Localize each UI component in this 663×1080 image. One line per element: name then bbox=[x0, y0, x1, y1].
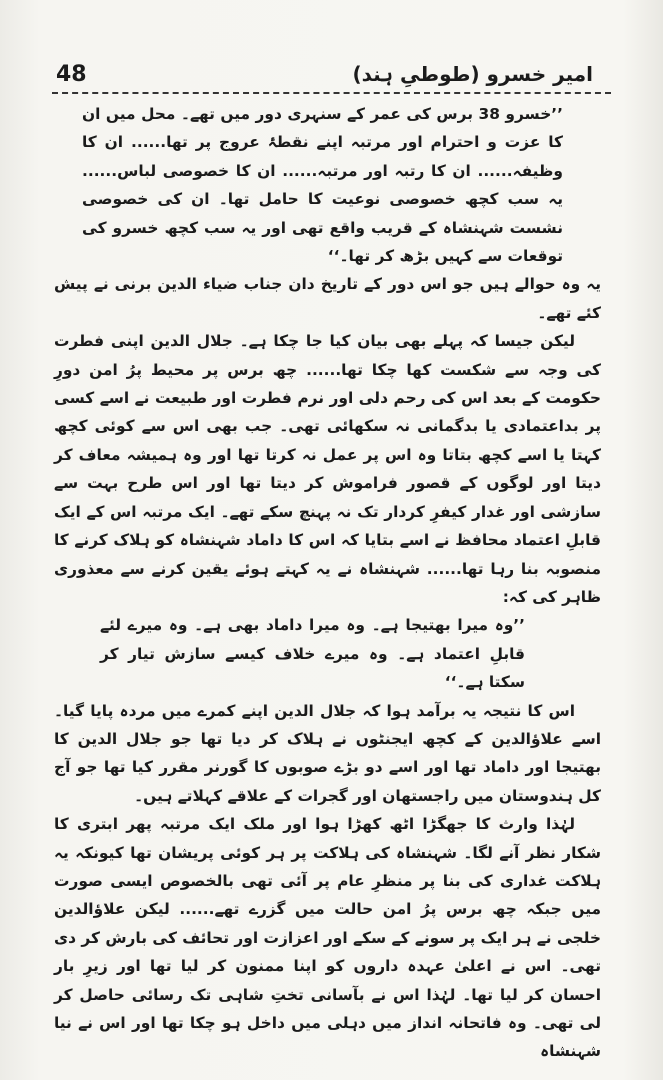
running-title: امیر خسرو (طوطیِ ہند) bbox=[352, 62, 593, 86]
page-header bbox=[52, 60, 593, 94]
paragraph: یہ وہ حوالے ہیں جو اس دور کے تاریخ دان جناب ضیاء الدین برنی نے پیش کئے تھے۔ bbox=[54, 275, 601, 322]
quote-paragraph: ’’وہ میرا بھتیجا ہے۔ وہ میرا داماد بھی ہے۔ وہ میرے لئے قابلِ اعتماد ہے۔ وہ میرے خلاف کیسے سازش تیار کر سکتا ہے۔‘‘ bbox=[100, 616, 525, 692]
page-number: 48 bbox=[56, 62, 87, 87]
header-divider bbox=[52, 92, 611, 94]
quote-paragraph: ’’خسرو 38 برس کی عمر کے سنہری دور میں تھے۔ محل میں ان کا عزت و احترام اور مرتبہ اپنے نقطۂ عروج پر تھا...... ان کا وظیفہ...... ان کا رتبہ اور مرتبہ...... ان کا خصوصی لباس...... یہ سب کچھ خصوصی نوعیت کا حامل تھا۔ ان کی خصوصی نشست شہنشاہ کے قریب واقع تھی اور یہ سب کچھ خسرو کی توقعات سے کہیں بڑھ کر تھا۔‘‘ bbox=[82, 105, 563, 266]
page-body bbox=[54, 100, 601, 1061]
paragraph: لہٰذا وارث کا جھگڑا اٹھ کھڑا ہوا اور ملک ایک مرتبہ پھر ابتری کا شکار نظر آنے لگا۔ شہنشاہ کی ہلاکت پر ہر کوئی پریشان تھا کیونکہ یہ ہلاکت غداری کی بنا پر منظرِ عام پر آئی تھی بالخصوص ایسی صورت میں جبکہ چھ برس پرُ امن حالت میں گزرے تھے...... لیکن علاؤالدین خلجی نے ہر ایک پر سونے کے سکے اور اعزازت اور تحائف کی بارش کر دی تھی۔ اس نے اعلیٰ عہدہ داروں کو اپنا ممنون کر لیا تھا اور زیرِ بار احسان کر لیا تھا۔ لہٰذا اس نے بآسانی تختِ شاہی تک رسائی حاصل کر لی تھی۔ وہ فاتحانہ انداز میں دہلی میں داخل ہو چکا تھا اور اس نے نیا شہنشاہ bbox=[54, 815, 601, 1061]
paragraph: لیکن جیسا کہ پہلے بھی بیان کیا جا چکا ہے۔ جلال الدین اپنی فطرت کی وجہ سے شکست کھا چکا تھا...... چھ برس پر محیط پرُ امن دورِ حکومت کے بعد اس کی رحم دلی اور نرم فطرت اور طبیعت نے اسے کسی پر بداعتمادی یا بدگمانی نہ سکھائی تھی۔ جب بھی اس سے کوئی کچھ کہتا یا اسے کچھ بتاتا وہ اس پر عمل نہ کرتا تھا اور وہ ہمیشہ معاف کر دیتا اور لوگوں کے قصور فراموش کر دیتا تھا اور اس طرح بہت سے سازشی اور غدار کیفرِ کردار تک نہ پہنچ سکے تھے۔ ایک مرتبہ اس کے ایک قابلِ اعتماد محافظ نے اسے بتایا کہ اس کا داماد شہنشاہ کو ہلاک کرنے کا منصوبہ بنا رہا تھا...... شہنشاہ نے یہ کہتے ہوئے یقین کرنے سے معذوری ظاہر کی کہ: bbox=[54, 332, 601, 606]
paragraph: اس کا نتیجہ یہ برآمد ہوا کہ جلال الدین اپنے کمرے میں مردہ پایا گیا۔ اسے علاؤالدین کے کچھ ایجنٹوں نے ہلاک کر دیا تھا جو جلال الدین کا بھتیجا اور داماد تھا اور اسے دو بڑے صوبوں کا گورنر مقرر کیا تھا جو آج کل ہندوستان میں راجستھان اور گجرات کے علاقے کہلاتے ہیں۔ bbox=[54, 701, 601, 805]
